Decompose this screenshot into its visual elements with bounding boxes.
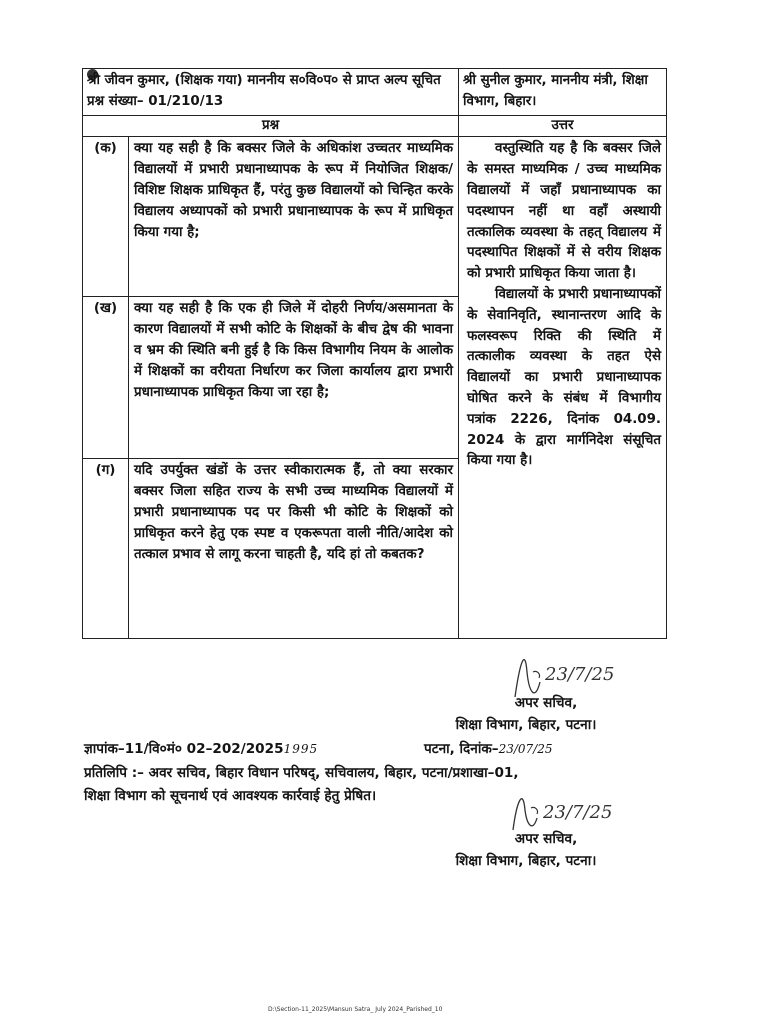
place-date-label: पटना, दिनांक– (424, 741, 499, 757)
answer-paragraph-2: विद्यालयों के प्रभारी प्रधानाध्यापकों के सेवानिवृति, स्थानान्तरण आदि के फलस्वरूप रिक्ति की स्थिति में तत्कालीक व्यवस्था के तहत ऐसे विद्यालयों का प्रभारी प्रधानाध्यापक घोषित करने के संबंध में विभागीय पत्रांक 2226, दिनांक 04.09. 2024 के द्वारा मार्गनिदेश संसूचित किया गया है। (467, 286, 662, 469)
signatory-title: अपर सचिव, (514, 831, 578, 847)
signatory-title: अपर सचिव, (514, 695, 578, 711)
answer-column-heading: उत्तर (459, 115, 667, 137)
signature-date: 23/7/25 (543, 802, 613, 823)
place-date-line (424, 738, 552, 757)
question-text: क्या यह सही है कि एक ही जिले में दोहरी निर्णय/असमानता के कारण विद्यालयों में सभी कोटि के शिक्षकों के बीच द्वेष की भावना व भ्रम की स्थिति बनी हुई है कि किस विभागीय नियम के आलोक में शिक्षकों का वरीयता निर्धारण कर जिला कार्यालय द्वारा प्रभारी प्रधानाध्यापक प्राधिकृत किया जा रहा है; (129, 297, 459, 459)
copy-to-line-1: प्रतिलिपि :– अवर सचिव, बिहार विधान परिषद्, सचिवालय, बिहार, पटना/प्रशाखा–01, (84, 765, 519, 781)
signatory-block-2 (436, 828, 616, 872)
questioner-header: श्री जीवन कुमार, (शिक्षक गया) माननीय स०वि०प० से प्राप्त अल्प सूचित प्रश्न संख्या– 01/210/13 (83, 69, 459, 116)
answer-paragraph-1: वस्तुस्थिति यह है कि बक्सर जिले के समस्त माध्यमिक / उच्च माध्यमिक विद्यालयों में जहाँ प्रधानाध्यापक का पदस्थापन नहीं था वहाँ अस्थायी तत्कालिक व्यवस्था के तहत् विद्यालय में पदस्थापित शिक्षकों में से वरीय शिक्षक को प्रभारी प्राधिकृत किया जाता है। (467, 141, 662, 282)
respondent-header: श्री सुनील कुमार, माननीय मंत्री, शिक्षा विभाग, बिहार। (459, 69, 667, 116)
signatory-block-1 (436, 692, 616, 736)
question-text: क्या यह सही है कि बक्सर जिले के अधिकांश उच्चतर माध्यमिक विद्यालयों में प्रभारी प्रधानाध्यापक के रूप में नियोजित शिक्षक/विशिष्ट शिक्षक प्राधिकृत हैं, परंतु कुछ विद्यालयों को चिन्हित करके विद्यालय अध्यापकों को प्रभारी प्रधानाध्यापक के रूप में प्राधिकृत किया गया है; (129, 137, 459, 297)
table-header-row (83, 69, 667, 116)
question-label: (ग) (83, 459, 129, 639)
memo-number-line (84, 738, 318, 757)
question-text: यदि उपर्युक्त खंडों के उत्तर स्वीकारात्मक हैं, तो क्या सरकार बक्सर जिला सहित राज्य के सभी उच्च माध्यमिक विद्यालयों में प्रभारी प्रधानाध्यापक पद पर किसी भी कोटि के शिक्षकों को प्राधिकृत करने हेतु एक स्पष्ट व एकरूपता वाली नीति/आदेश को तत्काल प्रभाव से लागू करना चाहती है, यदि हां तो कबतक? (129, 459, 459, 639)
question-answer-table (82, 68, 667, 639)
date-handwritten: 23/07/25 (498, 742, 553, 756)
file-path-footer: D:\Section-11_2025\Mansun Satra_ July 2024_Parished_10 (268, 1006, 443, 1013)
question-column-heading: प्रश्न (83, 115, 459, 137)
signature-date: 23/7/25 (545, 664, 615, 685)
question-row-ka (83, 137, 667, 297)
copy-to-line-2: शिक्षा विभाग को सूचनार्थ एवं आवश्यक कार्रवाई हेतु प्रेषित। (84, 788, 377, 804)
memo-number-handwritten: 1995 (283, 742, 319, 756)
column-heading-row (83, 115, 667, 137)
answer-cell (459, 137, 667, 639)
question-label: (क) (83, 137, 129, 297)
memo-number: ज्ञापांक–11/वि०मं० 02–202/2025 (84, 741, 284, 757)
signatory-office: शिक्षा विभाग, बिहार, पटना। (455, 853, 597, 869)
signatory-office: शिक्षा विभाग, बिहार, पटना। (455, 717, 597, 733)
question-label: (ख) (83, 297, 129, 459)
